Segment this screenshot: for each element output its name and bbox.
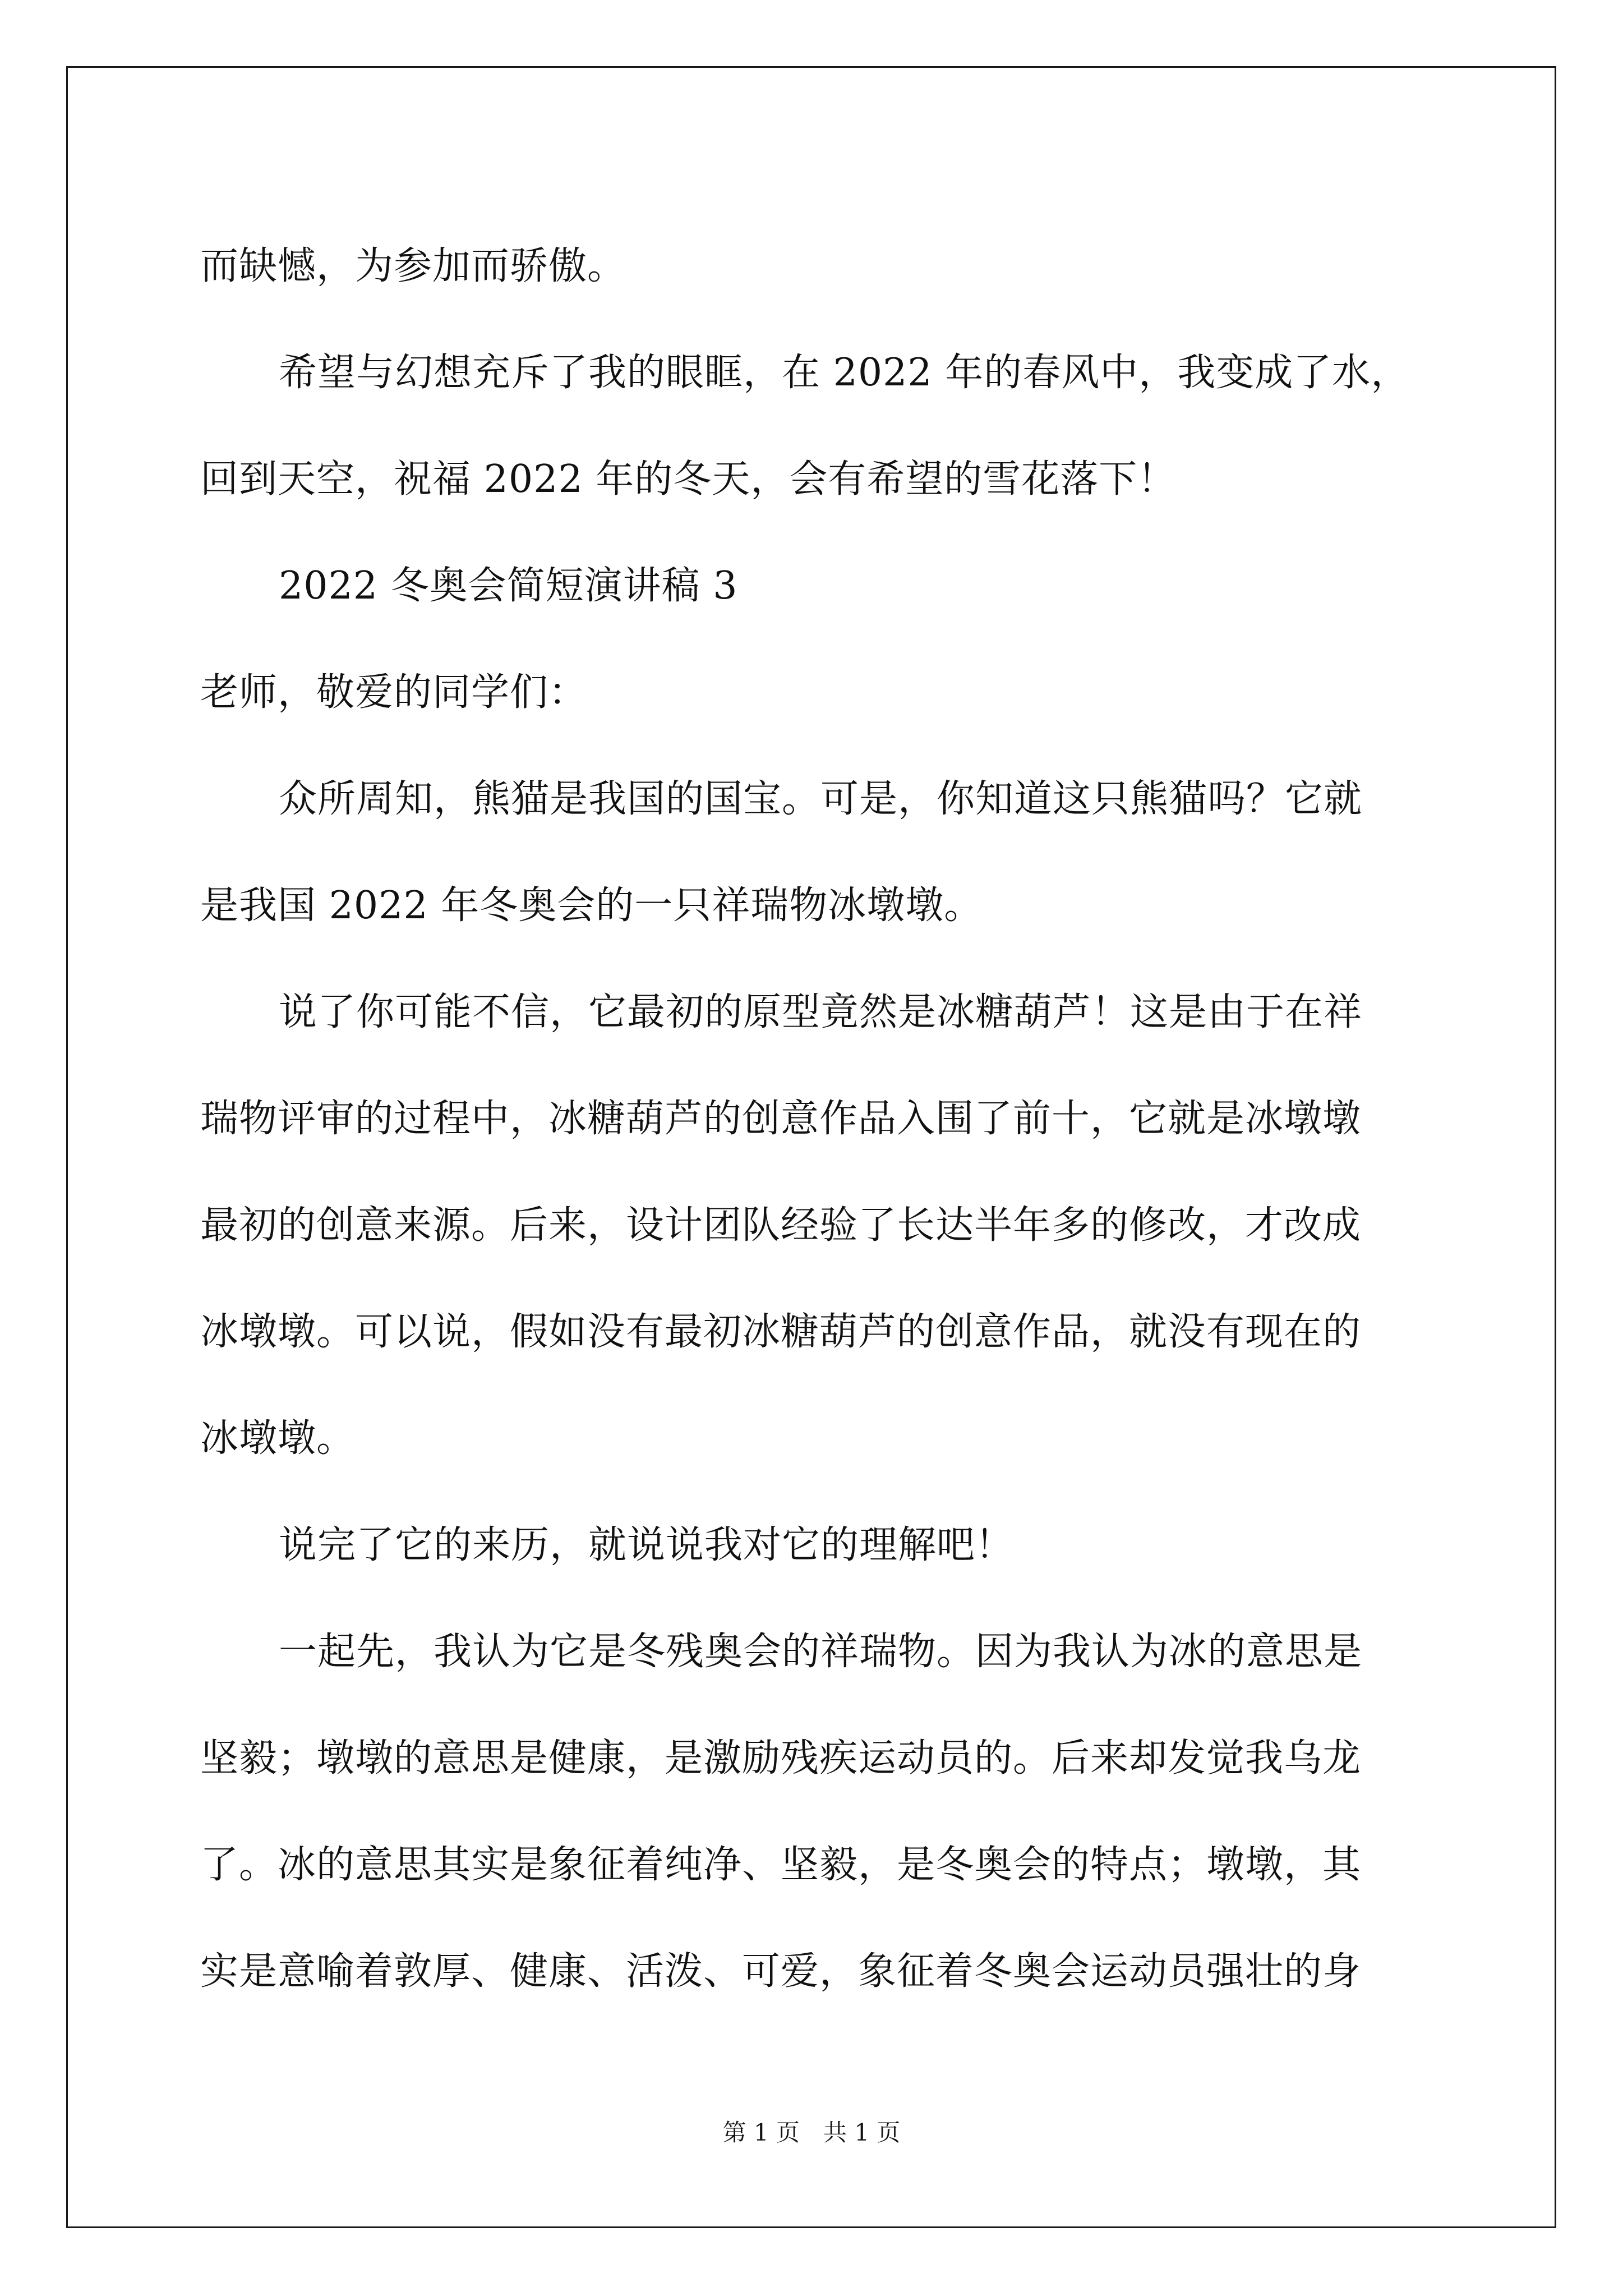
section-heading: 2022 冬奥会简短演讲稿 3 [279,564,738,608]
text-line: 冰墩墩。 [200,1416,356,1461]
text-line: 一起先，我认为它是冬残奥会的祥瑞物。因为我认为冰的意思是 [279,1630,1363,1674]
text-line: 是我国 2022 年冬奥会的一只祥瑞物冰墩墩。 [200,884,983,928]
text-line: 说完了它的来历，就说说我对它的理解吧！ [279,1523,1015,1567]
text-line: 最初的创意来源。后来，设计团队经验了长达半年多的修改，才改成 [200,1203,1362,1248]
text-line: 而缺憾，为参加而骄傲。 [200,244,626,288]
text-line: 众所周知，熊猫是我国的国宝。可是，你知道这只熊猫吗？它就 [279,777,1363,821]
text-line: 实是意喻着敦厚、健康、活泼、可爱，象征着冬奥会运动员强壮的身 [200,1949,1362,1994]
text-line: 希望与幻想充斥了我的眼眶，在 2022 年的春风中，我变成了水， [279,351,1410,395]
text-line: 说了你可能不信，它最初的原型竟然是冰糖葫芦！这是由于在祥 [279,990,1363,1034]
page-footer: 第 1 页 共 1 页 [722,2119,901,2146]
text-line: 坚毅；墩墩的意思是健康，是激励残疾运动员的。后来却发觉我乌龙 [200,1736,1362,1780]
text-line: 冰墩墩。可以说，假如没有最初冰糖葫芦的创意作品，就没有现在的 [200,1310,1362,1354]
text-line: 瑞物评审的过程中，冰糖葫芦的创意作品入围了前十，它就是冰墩墩 [200,1097,1362,1141]
salutation: 老师，敬爱的同学们： [200,670,588,715]
text-line: 回到天空，祝福 2022 年的冬天，会有希望的雪花落下！ [200,457,1177,501]
document-body [200,213,1434,2025]
text-line: 了。冰的意思其实是象征着纯净、坚毅，是冬奥会的特点；墩墩，其 [200,1843,1362,1887]
